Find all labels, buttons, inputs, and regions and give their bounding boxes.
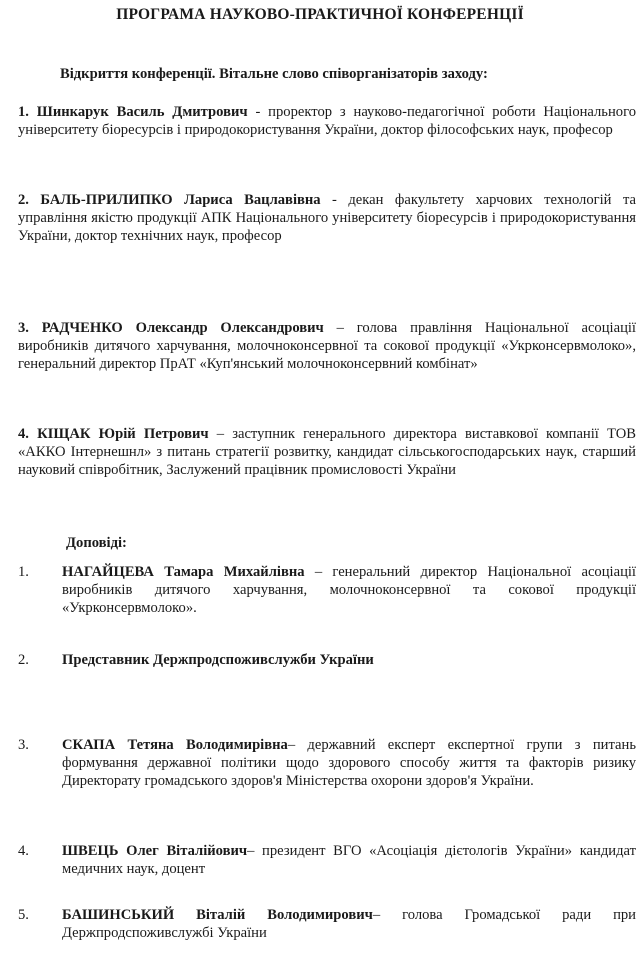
speaker-name: 1. Шинкарук Василь Дмитрович <box>18 104 248 120</box>
report-number: 4. <box>18 843 29 859</box>
report-number: 3. <box>18 737 29 753</box>
report-description: – генеральний директор Національної асоціації виробників дитячого харчування, молочноконсервної та сокової продукції «Укрконсервмолоко». <box>62 564 636 616</box>
report-description: – голова Громадської ради при Держпродспоживслужбі України <box>62 907 636 941</box>
speaker-description: – голова правління Національної асоціації виробників дитячого харчування, молочноконсервної та сокової продукції «Укрконсервмолоко», генеральний директор ПрАТ «Куп'янський молочноконсервний комбінат» <box>18 320 636 372</box>
opening-line: Відкриття конференції. Вітальне слово співорганізаторів заходу: <box>60 66 488 82</box>
report-item <box>18 563 636 617</box>
speaker-item <box>18 425 636 479</box>
speaker-name: 2. БАЛЬ-ПРИЛИПКО Лариса Вацлавівна <box>18 192 321 208</box>
report-speaker-name: НАГАЙЦЕВА Тамара Михайлівна <box>62 564 305 580</box>
report-item <box>18 736 636 790</box>
speaker-description: - проректор з науково-педагогічної роботи Національного університету біоресурсів і природокористування України, доктор філософських наук, професор <box>18 104 636 138</box>
report-speaker-name: ШВЕЦЬ Олег Віталійович <box>62 843 248 859</box>
speaker-name: 3. РАДЧЕНКО Олександр Олександрович <box>18 320 324 336</box>
report-item <box>18 906 636 942</box>
speaker-description: - декан факультету харчових технологій та управління якістю продукції АПК Національного університету біоресурсів і природокористування України, доктор технічних наук, професор <box>18 192 636 244</box>
report-description: – державний експерт експертної групи з питань формування державної політики щодо здорового способу життя та факторів ризику Директорату громадського здоров'я Міністерства охорони здоров'я України. <box>62 737 636 789</box>
speaker-description: – заступник генерального директора виставкової компанії ТОВ «АККО Інтернешнл» з питань стратегії розвитку, кандидат сільськогосподарських наук, старший науковий співробітник, Заслужений працівник промисловості України <box>18 426 636 478</box>
page-title: ПРОГРАМА НАУКОВО-ПРАКТИЧНОЇ КОНФЕРЕНЦІЇ <box>116 6 524 23</box>
speaker-item <box>18 103 636 139</box>
report-number: 5. <box>18 907 29 923</box>
reports-heading: Доповіді: <box>66 535 127 551</box>
speaker-item <box>18 319 636 373</box>
report-speaker-name: БАШИНСЬКИЙ Віталій Володимирович <box>62 907 373 923</box>
report-speaker-name: СКАПА Тетяна Володимирівна <box>62 737 288 753</box>
speaker-name: 4. КІЩАК Юрій Петрович <box>18 426 209 442</box>
speaker-item <box>18 191 636 245</box>
report-speaker-name: Представник Держпродспоживслужби України <box>62 652 374 668</box>
report-item <box>18 842 636 878</box>
report-item <box>18 651 636 669</box>
report-number: 1. <box>18 564 29 580</box>
report-description: – президент ВГО «Асоціація дієтологів України» кандидат медичних наук, доцент <box>62 843 636 877</box>
report-number: 2. <box>18 652 29 668</box>
